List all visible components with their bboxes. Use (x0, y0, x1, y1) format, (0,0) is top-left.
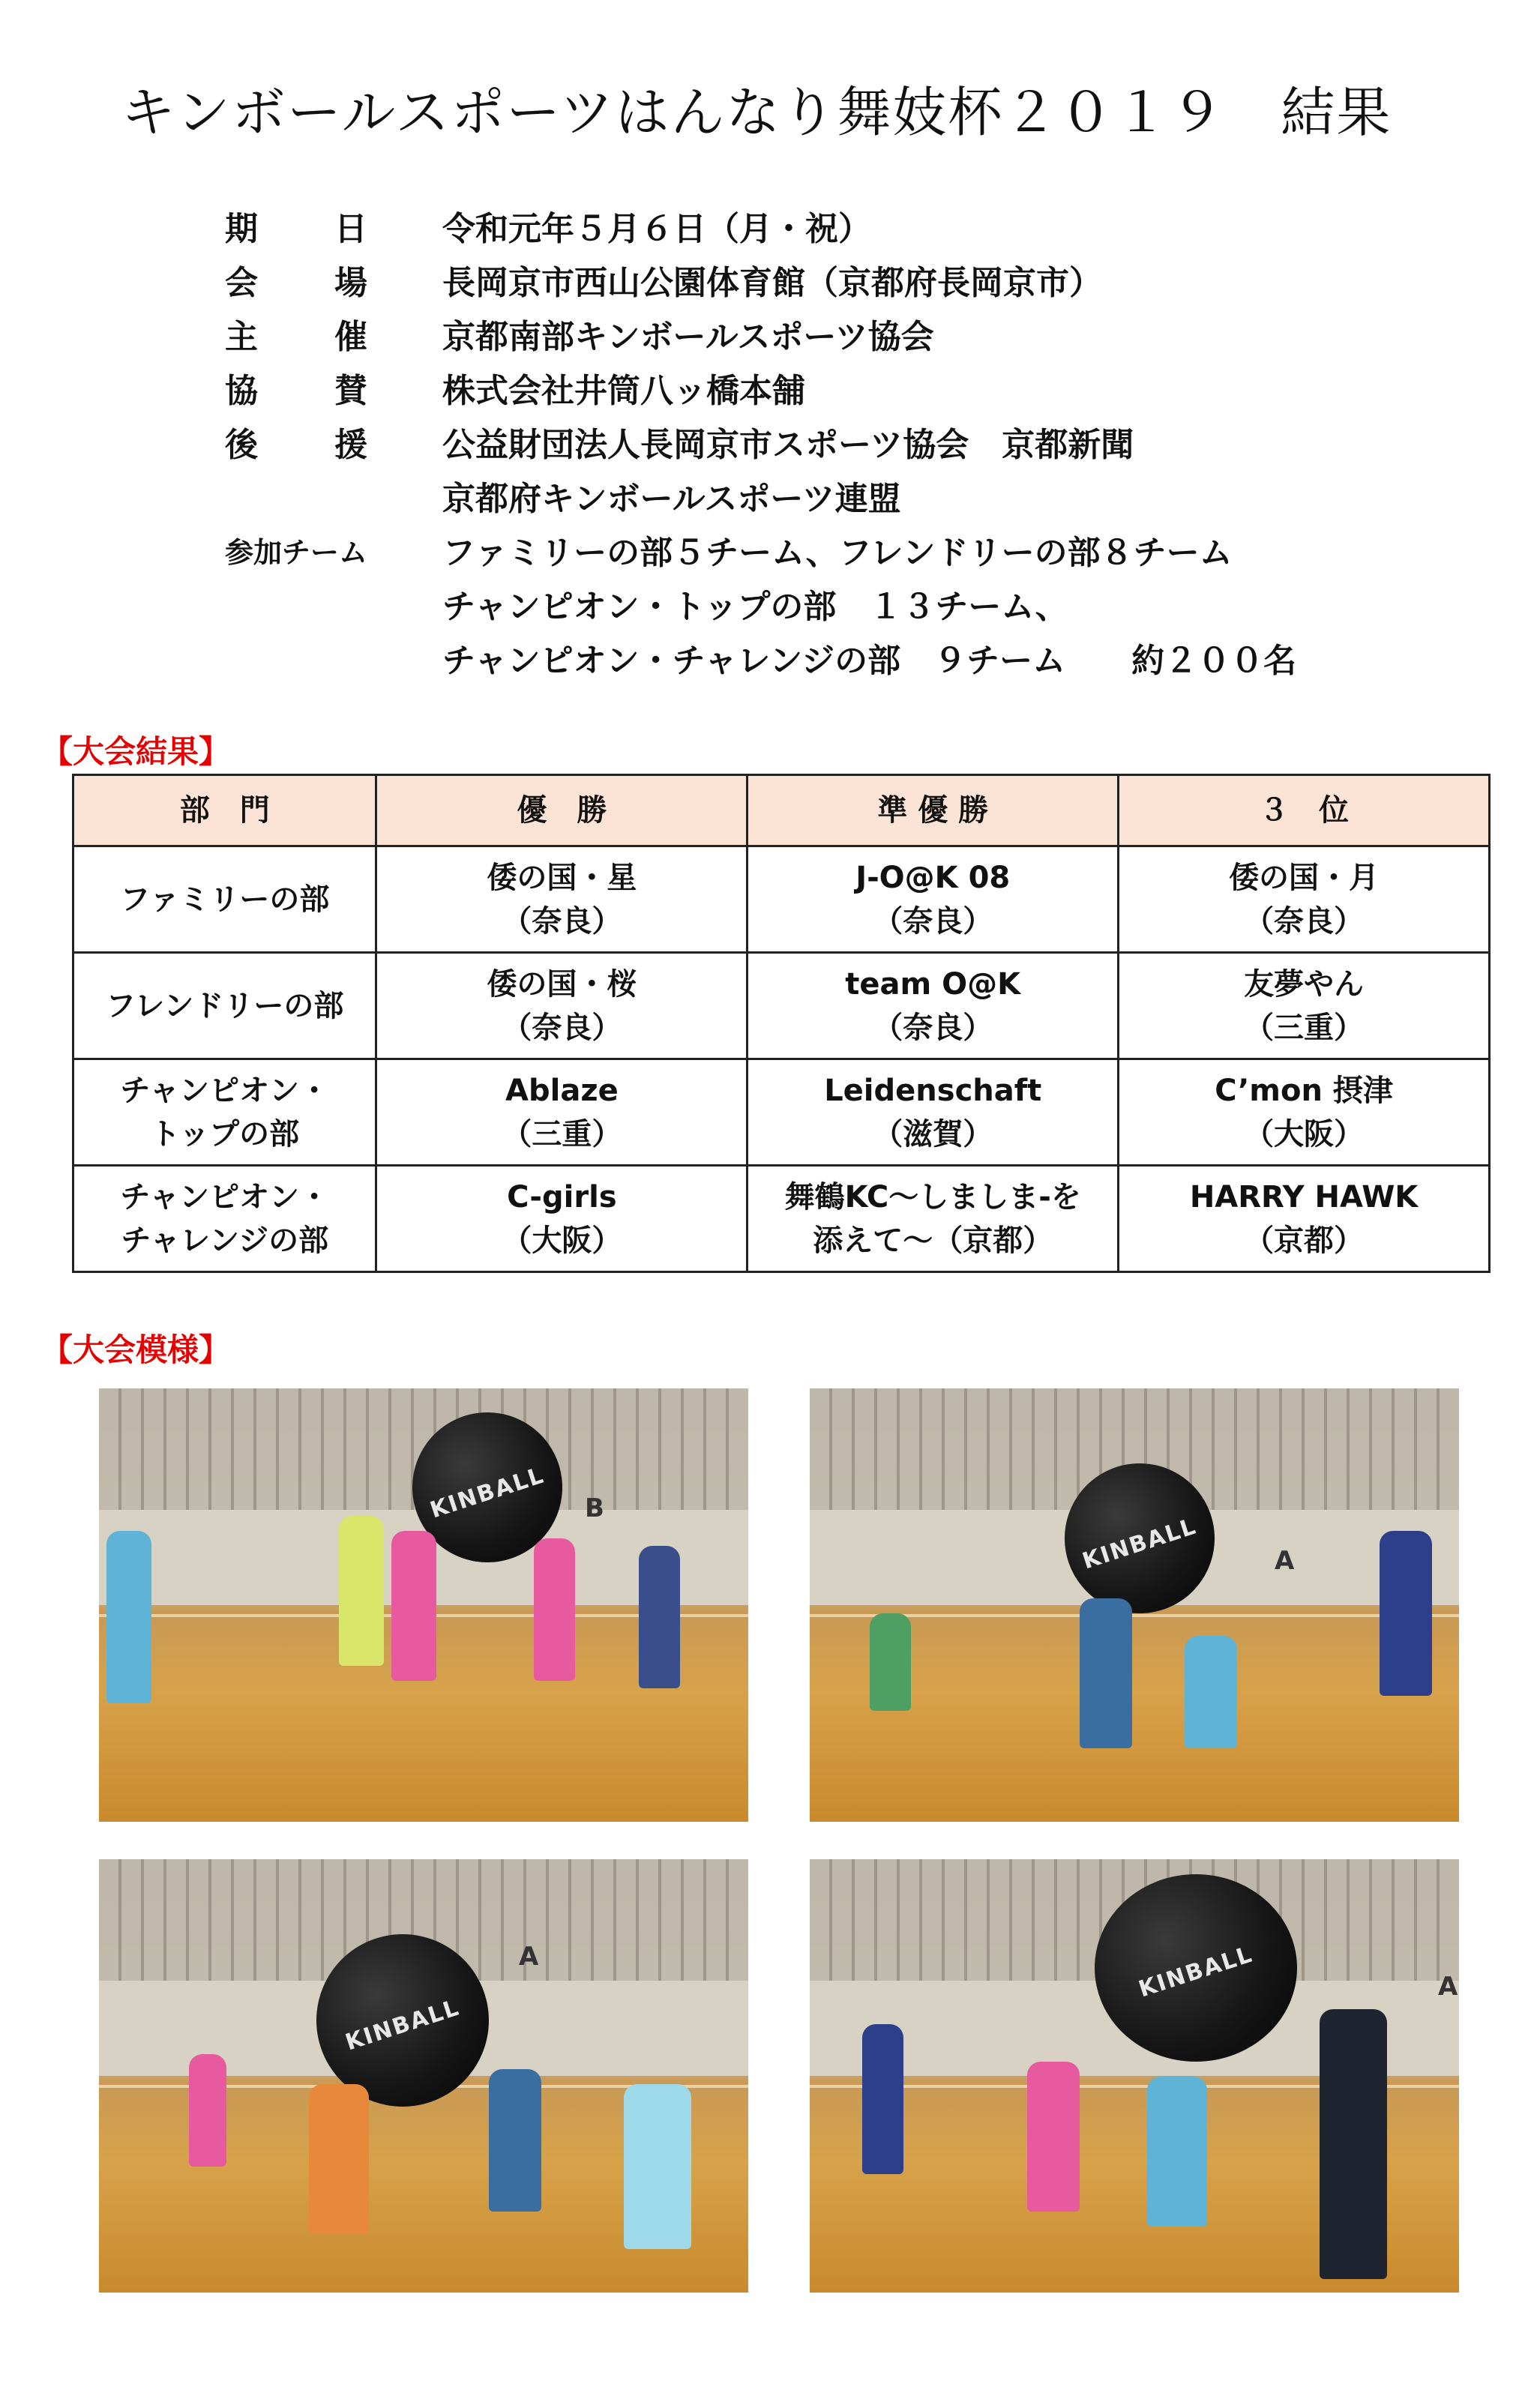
winner-cell: 倭の国・桜 （奈良） (376, 953, 748, 1059)
event-photo (99, 1859, 748, 2293)
info-label: 期 日 (225, 210, 367, 248)
info-row-venue (225, 253, 1296, 307)
info-row-teams-3 (225, 630, 1296, 684)
event-info (225, 199, 1296, 684)
info-value: ファミリーの部５チーム、フレンドリーの部８チーム (442, 534, 1233, 572)
runner-up-cell: J-O@K 08 （奈良） (748, 846, 1119, 953)
info-value: 株式会社井筒八ッ橋本舗 (442, 372, 805, 410)
kinball-ball: KINBALL (1065, 1463, 1215, 1613)
info-label: 会 場 (225, 264, 367, 302)
info-label: 主 催 (225, 318, 367, 356)
dept-cell: チャンピオン・ チャレンジの部 (73, 1166, 376, 1272)
info-row-organizer (225, 307, 1296, 361)
winner-cell: 倭の国・星 （奈良） (376, 846, 748, 953)
info-row-teams-2 (225, 577, 1296, 630)
info-row-teams (225, 523, 1296, 577)
table-row (73, 846, 1490, 953)
runner-up-cell: Leidenschaft （滋賀） (748, 1059, 1119, 1166)
header-third: ３ 位 (1119, 775, 1490, 846)
info-row-sponsor (225, 361, 1296, 415)
event-photo (810, 1859, 1459, 2293)
third-cell: HARRY HAWK （京都） (1119, 1166, 1490, 1272)
info-label: 協 賛 (225, 372, 367, 410)
header-winner: 優 勝 (376, 775, 748, 846)
info-label: 参加チーム (225, 535, 368, 569)
dept-cell: ファミリーの部 (73, 846, 376, 953)
info-value: チャンピオン・トップの部 １３チーム、 (442, 588, 1068, 626)
results-heading: 【大会結果】 (41, 733, 231, 770)
info-label: 後 援 (225, 426, 367, 464)
court-letter: A (1438, 1972, 1458, 2002)
table-header-row (73, 775, 1490, 846)
info-value: チャンピオン・チャレンジの部 ９チーム 約２００名 (442, 642, 1297, 680)
kinball-ball: KINBALL (1095, 1874, 1297, 2062)
runner-up-cell: team O@K （奈良） (748, 953, 1119, 1059)
dept-cell: フレンドリーの部 (73, 953, 376, 1059)
info-value: 長岡京市西山公園体育館（京都府長岡京市） (442, 264, 1102, 302)
table-row (73, 1059, 1490, 1166)
results-table (72, 774, 1491, 1273)
table-row (73, 953, 1490, 1059)
event-photo (99, 1388, 748, 1822)
info-value: 令和元年５月６日（月・祝） (442, 210, 871, 248)
third-cell: 倭の国・月 （奈良） (1119, 846, 1490, 953)
court-letter: A (519, 1942, 539, 1972)
page-title: キンボールスポーツはんなり舞妓杯２０１９ 結果 (121, 81, 1392, 144)
event-photo (810, 1388, 1459, 1822)
scenes-heading: 【大会模様】 (41, 1331, 231, 1368)
winner-cell: C-girls （大阪） (376, 1166, 748, 1272)
info-row-support-2 (225, 469, 1296, 523)
court-letter: A (1275, 1546, 1295, 1576)
header-dept: 部 門 (73, 775, 376, 846)
kinball-ball: KINBALL (316, 1934, 489, 2107)
info-row-support (225, 415, 1296, 469)
runner-up-cell: 舞鶴KC～しましま-を 添えて～（京都） (748, 1166, 1119, 1272)
kinball-ball: KINBALL (412, 1412, 562, 1562)
winner-cell: Ablaze （三重） (376, 1059, 748, 1166)
info-value: 京都府キンボールスポーツ連盟 (442, 480, 901, 518)
info-value: 京都南部キンボールスポーツ協会 (442, 318, 934, 356)
header-runner-up: 準 優 勝 (748, 775, 1119, 846)
third-cell: 友夢やん （三重） (1119, 953, 1490, 1059)
dept-cell: チャンピオン・ トップの部 (73, 1059, 376, 1166)
third-cell: C’mon 摂津 （大阪） (1119, 1059, 1490, 1166)
table-row (73, 1166, 1490, 1272)
info-row-date (225, 199, 1296, 253)
court-letter: B (585, 1493, 604, 1523)
info-value: 公益財団法人長岡京市スポーツ協会 京都新聞 (442, 426, 1134, 464)
